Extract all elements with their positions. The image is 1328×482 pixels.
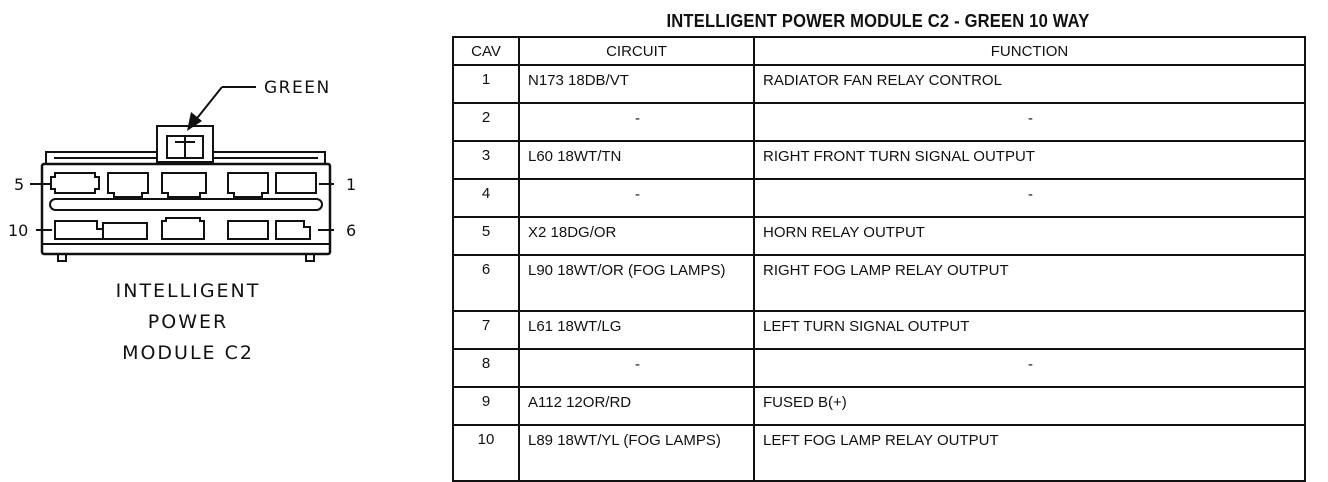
table-row — [453, 103, 1305, 141]
cav-cell: 6 — [453, 255, 519, 311]
table-row — [453, 349, 1305, 387]
circuit-cell: L89 18WT/YL (FOG LAMPS) — [519, 425, 754, 481]
table-row — [453, 425, 1305, 481]
circuit-cell: - — [519, 349, 754, 387]
table-row — [453, 141, 1305, 179]
cavity-4 — [108, 173, 148, 197]
cav-cell: 3 — [453, 141, 519, 179]
function-cell: - — [754, 349, 1305, 387]
connector-rib — [50, 199, 322, 210]
pin-label-6: 6 — [346, 221, 357, 240]
cav-cell: 1 — [453, 65, 519, 103]
color-label: GREEN — [264, 78, 331, 98]
cavity-8 — [162, 218, 204, 239]
cavity-6 — [276, 221, 310, 239]
cav-cell: 9 — [453, 387, 519, 425]
cav-cell: 2 — [453, 103, 519, 141]
pin-label-5: 5 — [14, 175, 25, 194]
circuit-cell: A112 12OR/RD — [519, 387, 754, 425]
connector-caption-line-3: MODULE C2 — [122, 342, 254, 364]
circuit-cell: N173 18DB/VT — [519, 65, 754, 103]
cav-cell: 5 — [453, 217, 519, 255]
function-cell: HORN RELAY OUTPUT — [754, 217, 1305, 255]
cavity-10 — [55, 221, 103, 239]
pin-label-1: 1 — [346, 175, 357, 194]
function-cell: RADIATOR FAN RELAY CONTROL — [754, 65, 1305, 103]
table-row — [453, 387, 1305, 425]
header-circuit: CIRCUIT — [519, 37, 754, 65]
function-cell: - — [754, 179, 1305, 217]
table-row — [453, 217, 1305, 255]
cavity-9 — [103, 223, 147, 239]
function-cell: RIGHT FOG LAMP RELAY OUTPUT — [754, 255, 1305, 311]
cav-cell: 8 — [453, 349, 519, 387]
pin-label-10: 10 — [8, 221, 29, 240]
circuit-cell: L90 18WT/OR (FOG LAMPS) — [519, 255, 754, 311]
table-row — [453, 179, 1305, 217]
table-title: INTELLIGENT POWER MODULE C2 - GREEN 10 WAY — [666, 11, 1090, 31]
cav-cell: 4 — [453, 179, 519, 217]
cavity-1 — [276, 173, 316, 193]
circuit-cell: L61 18WT/LG — [519, 311, 754, 349]
function-cell: - — [754, 103, 1305, 141]
table-row — [453, 255, 1305, 311]
connector-diagram — [0, 0, 440, 452]
table-header-row — [453, 37, 1305, 65]
cav-cell: 7 — [453, 311, 519, 349]
connector-caption-line-1: INTELLIGENT — [115, 280, 261, 302]
circuit-cell: L60 18WT/TN — [519, 141, 754, 179]
cavity-2 — [228, 173, 268, 197]
cavity-row-bottom — [55, 218, 310, 239]
function-cell: LEFT FOG LAMP RELAY OUTPUT — [754, 425, 1305, 481]
pinout-table — [452, 36, 1306, 482]
circuit-cell: X2 18DG/OR — [519, 217, 754, 255]
circuit-cell: - — [519, 179, 754, 217]
cavity-7 — [228, 221, 268, 239]
function-cell: RIGHT FRONT TURN SIGNAL OUTPUT — [754, 141, 1305, 179]
header-function: FUNCTION — [754, 37, 1305, 65]
cavity-5 — [51, 173, 99, 193]
table-row — [453, 65, 1305, 103]
table-row — [453, 311, 1305, 349]
header-cav: CAV — [453, 37, 519, 65]
function-cell: LEFT TURN SIGNAL OUTPUT — [754, 311, 1305, 349]
connector-caption-line-2: POWER — [147, 311, 229, 333]
cav-cell: 10 — [453, 425, 519, 481]
cavity-row-top — [51, 173, 316, 197]
circuit-cell: - — [519, 103, 754, 141]
cavity-3 — [162, 173, 206, 197]
function-cell: FUSED B(+) — [754, 387, 1305, 425]
